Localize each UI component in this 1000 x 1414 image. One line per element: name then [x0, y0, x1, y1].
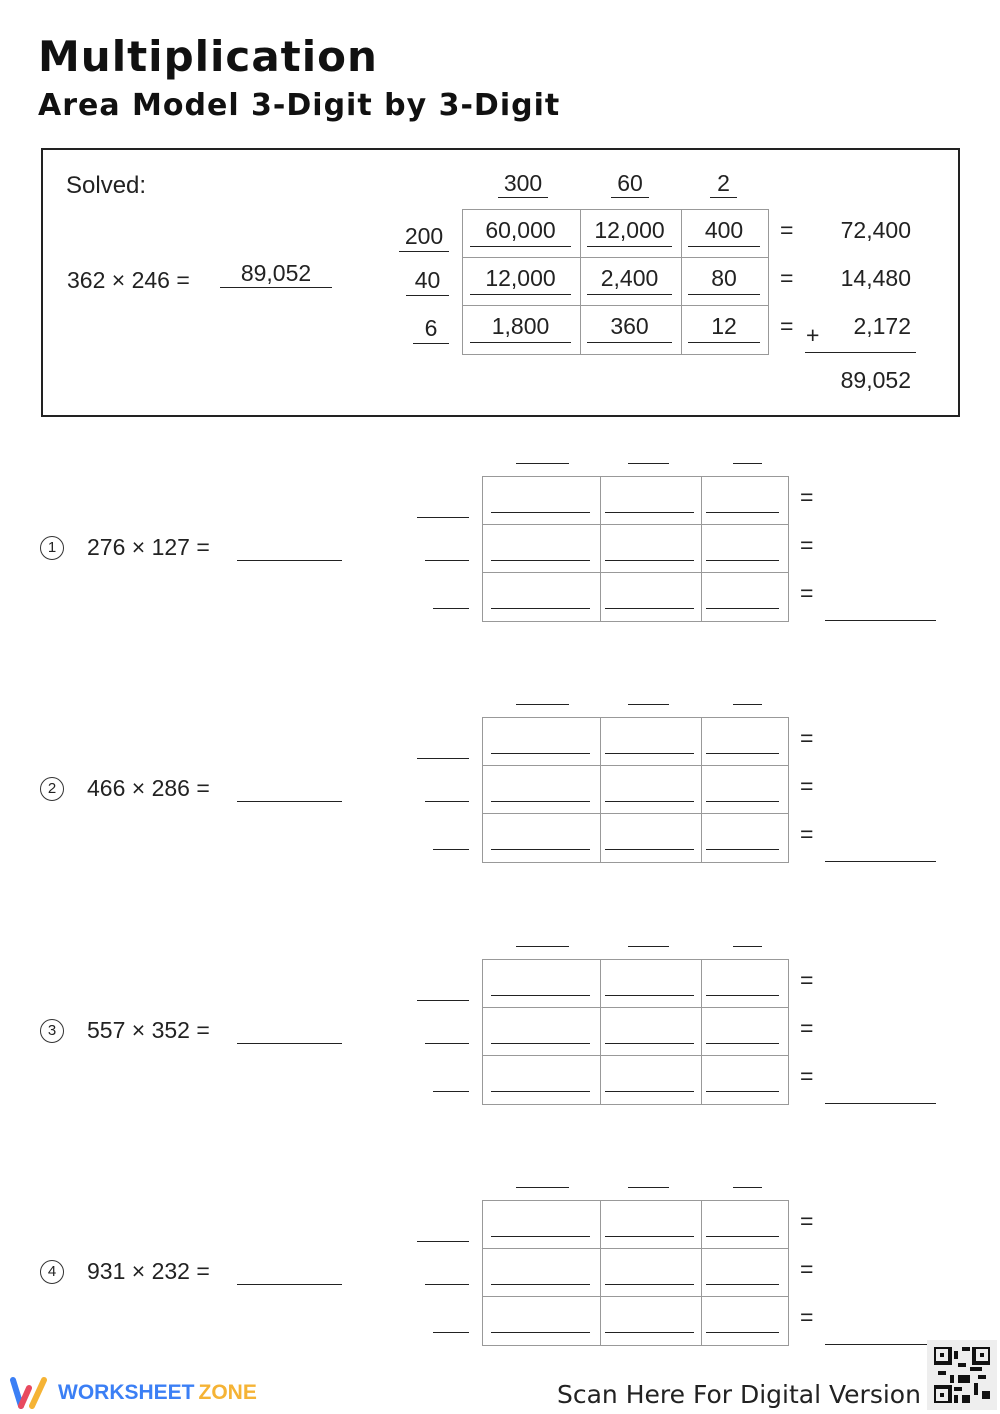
cell-blank[interactable] [706, 1236, 779, 1237]
left-factor-blank[interactable] [417, 1000, 469, 1001]
top-factor-blank[interactable] [733, 1187, 762, 1188]
equals-sign: = [800, 1014, 814, 1041]
equals-sign: = [800, 966, 814, 993]
equals-sign: = [800, 821, 814, 848]
cell-blank[interactable] [706, 1043, 779, 1044]
equals-sign: = [800, 484, 814, 510]
example-cell: 1,800 [491, 313, 550, 339]
example-cell: 12 [711, 313, 737, 339]
cell-blank[interactable] [491, 1284, 590, 1285]
example-cell: 80 [711, 265, 737, 291]
problem-number: 2 [40, 777, 64, 801]
cell-blank[interactable] [491, 1332, 590, 1333]
example-left-factor: 40 [414, 267, 441, 293]
example-cell: 12,000 [485, 265, 556, 291]
cell-blank[interactable] [491, 995, 590, 996]
problem-number: 1 [40, 536, 64, 560]
example-equation: 362 × 246 = [67, 267, 190, 293]
grid-divider [483, 1007, 788, 1008]
problem-number: 4 [40, 1260, 64, 1284]
example-cell: 2,400 [600, 265, 659, 291]
left-factor-blank[interactable] [433, 1091, 469, 1092]
qr-code[interactable] [927, 1340, 997, 1410]
page-title: Multiplication [38, 32, 378, 81]
equals-sign: = [800, 532, 814, 558]
cell-blank[interactable] [706, 1284, 779, 1285]
total-blank[interactable] [825, 1344, 936, 1345]
equals-sign: = [800, 773, 814, 800]
example-cell: 60,000 [485, 217, 556, 243]
grid-divider [483, 1296, 788, 1297]
cell-blank[interactable] [605, 1043, 694, 1044]
logo-w-icon [10, 1376, 54, 1410]
equals-sign: = [800, 580, 814, 606]
cell-blank[interactable] [491, 1043, 590, 1044]
example-total: 89,052 [840, 367, 911, 393]
grid-divider [600, 960, 601, 1104]
left-factor-blank[interactable] [425, 1284, 469, 1285]
top-factor-blank[interactable] [628, 1187, 669, 1188]
top-factor-blank[interactable] [516, 1187, 569, 1188]
problem-equation: 466 × 286 = [87, 775, 210, 802]
grid-divider [483, 1248, 788, 1249]
grid-divider [483, 1055, 788, 1056]
problem-equation: 557 × 352 = [87, 1016, 210, 1043]
cell-blank[interactable] [491, 1236, 590, 1237]
equals-sign: = [800, 1303, 814, 1330]
example-row-sum: 14,480 [840, 265, 911, 291]
brand-name-worksheet: WORKSHEET [58, 1381, 195, 1404]
brand-name-zone: ZONE [198, 1381, 257, 1404]
cell-blank[interactable] [706, 995, 779, 996]
cell-blank[interactable] [605, 1332, 694, 1333]
left-factor-blank[interactable] [433, 1332, 469, 1333]
page-subtitle: Area Model 3-Digit by 3-Digit [38, 88, 561, 123]
equals-sign: = [800, 1062, 814, 1089]
cell-blank[interactable] [491, 1091, 590, 1092]
example-cell: 12,000 [594, 217, 665, 243]
example-answer: 89,052 [240, 260, 312, 286]
solved-label: Solved: [66, 172, 147, 199]
total-blank[interactable] [825, 1103, 936, 1104]
grid-divider [701, 1201, 702, 1345]
example-cell: 360 [610, 313, 649, 339]
cell-blank[interactable] [605, 995, 694, 996]
example-top-factor: 300 [503, 170, 543, 196]
worksheetzone-logo [10, 1376, 257, 1410]
area-grid [482, 1200, 789, 1346]
grid-divider [600, 1201, 601, 1345]
problem-number: 3 [40, 1019, 64, 1043]
cell-blank[interactable] [706, 1332, 779, 1333]
cell-blank[interactable] [605, 1236, 694, 1237]
example-cell: 400 [704, 217, 744, 243]
example-top-factor: 2 [717, 170, 730, 196]
answer-input[interactable] [237, 1284, 342, 1285]
cell-blank[interactable] [605, 1091, 694, 1092]
cell-blank[interactable] [706, 1091, 779, 1092]
plus-sign: + [806, 322, 820, 348]
example-top-factor: 60 [617, 170, 643, 196]
equals-sign: = [780, 217, 794, 243]
left-factor-blank[interactable] [425, 1043, 469, 1044]
problem-equation: 276 × 127 = [87, 534, 210, 560]
equals-sign: = [800, 1207, 814, 1234]
equals-sign: = [780, 265, 794, 291]
problem-equation: 931 × 232 = [87, 1257, 210, 1284]
example-row-sum: 72,400 [840, 217, 911, 243]
grid-divider [701, 960, 702, 1104]
example-left-factor: 6 [424, 315, 438, 341]
left-factor-blank[interactable] [417, 1241, 469, 1242]
equals-sign: = [800, 725, 814, 752]
area-grid [482, 959, 789, 1105]
scan-caption: Scan Here For Digital Version [557, 1380, 921, 1409]
cell-blank[interactable] [605, 1284, 694, 1285]
answer-input[interactable] [237, 1043, 342, 1044]
equals-sign: = [800, 1255, 814, 1282]
equals-sign: = [780, 313, 794, 339]
example-row-sum: 2,172 [853, 313, 911, 339]
example-left-factor: 200 [404, 223, 444, 249]
qr-code-icon [934, 1347, 990, 1403]
